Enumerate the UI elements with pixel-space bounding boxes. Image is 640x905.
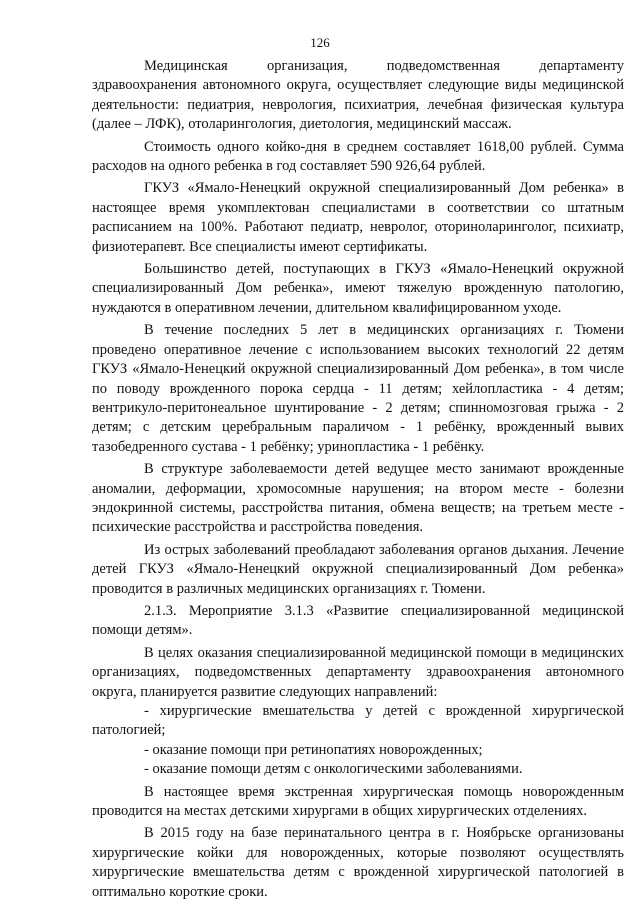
paragraph-bed-day-cost: Стоимость одного койко-дня в среднем составляет 1618,00 рублей. Сумма расходов на одного ребенка в год составляет 590 926,64 рублей.	[92, 138, 624, 175]
paragraph-acute-diseases: Из острых заболеваний преобладают заболевания органов дыхания. Лечение детей ГКУЗ «Ямало-Ненецкий окружной специализированный Дом ребенка» проводится в различных медицинских организациях г. Тюмени.	[92, 541, 624, 597]
paragraph-perinatal-center: В 2015 году на базе перинатального центра в г. Ноябрьске организованы хирургические койки для новорожденных, которые позволяют осуществлять хирургические вмешательства детям с врожденной хирургической патологией в оптимально короткие сроки.	[92, 825, 624, 900]
paragraph-staffing: ГКУЗ «Ямало-Ненецкий окружной специализированный Дом ребенка» в настоящее время укомплектован специалистами в соответствии со штатным расписанием на 100%. Работают педиатр, невролог, оториноларинголог, психиатр, физиотерапевт. Все специалисты имеют сертификаты.	[92, 180, 624, 255]
list-item: - оказание помощи детям с онкологическими заболеваниями.	[144, 761, 523, 778]
paragraph-emergency-surgery: В настоящее время экстренная хирургическая помощь новорожденным проводится на местах детскими хирургами в общих хирургических отделениях.	[92, 783, 624, 820]
list-item: - оказание помощи при ретинопатиях новорожденных;	[144, 741, 483, 758]
section-heading-2-1-3: 2.1.3. Мероприятие 3.1.3 «Развитие специализированной медицинской помощи детям».	[92, 602, 624, 639]
paragraph-medical-activities: Медицинская организация, подведомственная департаменту здравоохранения автономного округа, осуществляет следующие виды медицинской деятельности: педиатрия, неврология, психиатрия, лечебная физическая культура (далее – ЛФК), отоларингология, диетология, медицинский массаж.	[92, 58, 624, 133]
paragraph-planned-directions: В целях оказания специализированной медицинской помощи в медицинских организациях, подведомственных департаменту здравоохранения автономного округа, планируется развитие следующих направлений:	[92, 644, 624, 700]
paragraph-morbidity-structure: В структуре заболеваемости детей ведущее место занимают врожденные аномалии, деформации, хромосомные нарушения; на втором месте - болезни эндокринной системы, расстройства питания, обмена веществ; на третьем месте - психические расстройства и расстройства поведения.	[92, 461, 624, 536]
document-body	[92, 57, 624, 902]
list-item: - хирургические вмешательства у детей с врожденной хирургической патологией;	[92, 703, 624, 739]
paragraph-surgical-treatment: В течение последних 5 лет в медицинских организациях г. Тюмени проведено оперативное лечение с использованием высоких технологий 22 детям ГКУЗ «Ямало-Ненецкий окружной специализированный Дом ребенка», в том числе по поводу врожденного порока сердца - 11 детям; хейлопластика - 4 детям; вентрикуло-перитонеальное шунтирование - 2 детям; спинномозговая грыжа - 2 детям; с детским церебральным параличом - 1 ребёнку, врожденный вывих тазобедренного сустава - 1 ребёнку; уринопластика - 1 ребёнку.	[92, 322, 624, 455]
paragraph-congenital-pathology: Большинство детей, поступающих в ГКУЗ «Ямало-Ненецкий окружной специализированный Дом ребенка», имеют тяжелую врожденную патологию, нуждаются в оперативном лечении, длительном квалифицированном уходе.	[92, 261, 624, 316]
page-number: 126	[310, 35, 330, 50]
